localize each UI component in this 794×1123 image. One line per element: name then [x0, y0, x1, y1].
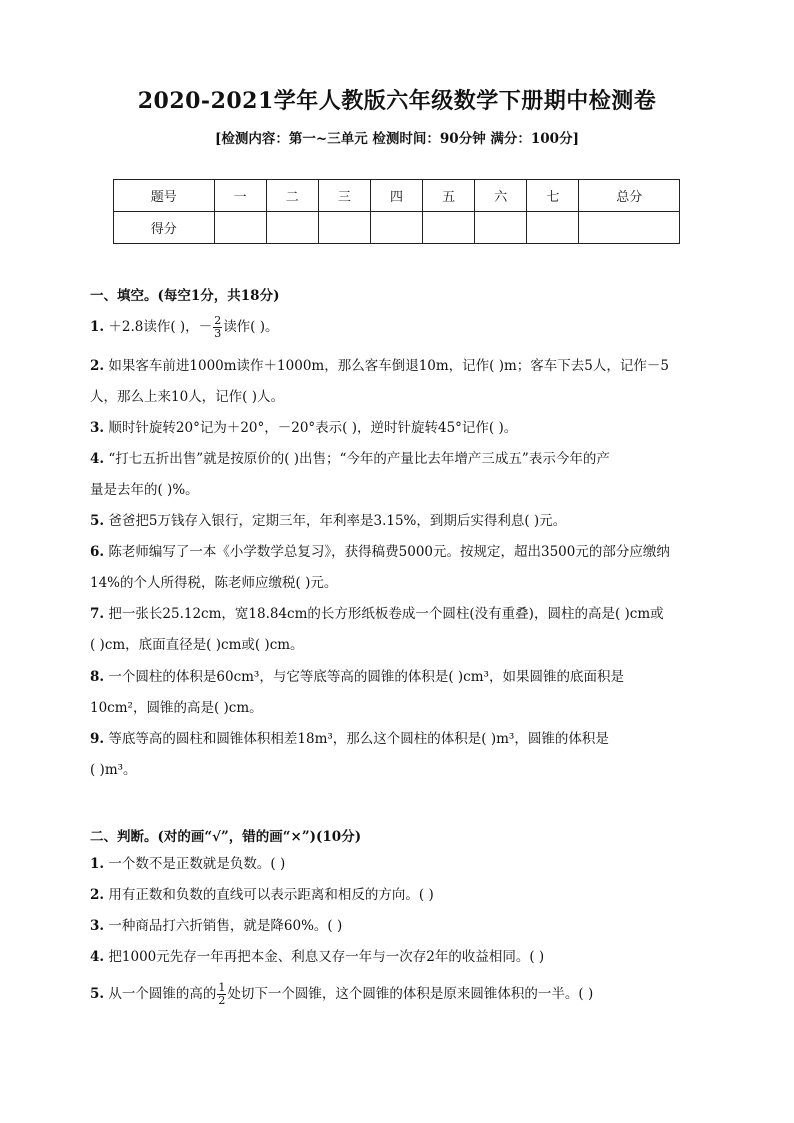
fraction: $\frac{2}{3}$ — [214, 314, 222, 340]
score-table-score-row — [114, 212, 680, 244]
question-1-2: 2. 如果客车前进1000m读作＋1000m，那么客车倒退10m，记作( )m；客车下去5人，记作－5 人，那么上来10人，记作( )人。 — [90, 358, 669, 405]
score-cell-header: 题号 — [114, 180, 215, 212]
score-cell-header: 五 — [423, 180, 475, 212]
fraction: $\frac{1}{2}$ — [218, 981, 226, 1007]
question-1-8: 8. 一个圆柱的体积是60cm³，与它等底等高的圆锥的体积是( )cm³，如果圆锥的底面积是 10cm²，圆锥的高是( )cm。 — [90, 669, 624, 716]
score-cell-header: 六 — [475, 180, 527, 212]
score-row-label: 得分 — [114, 212, 215, 244]
score-table — [113, 179, 680, 244]
question-2-5: 5. 从一个圆锥的高的 $\frac{1}{2}$ 处切下一个圆锥，这个圆锥的体积是原来圆锥体积的一半。( ) — [90, 981, 594, 1007]
question-1-6: 6. 陈老师编写了一本《小学数学总复习》，获得稿费5000元。按规定，超出3500元的部分应缴纳 14%的个人所得税，陈老师应缴税( )元。 — [90, 544, 670, 591]
question-2-4: 4. 把1000元先存一年再把本金、利息又存一年与一次存2年的收益相同。( ) — [90, 949, 545, 965]
question-2-2: 2. 用有正数和负数的直线可以表示距离和相反的方向。( ) — [90, 887, 434, 903]
score-input-cell[interactable] — [214, 212, 266, 244]
score-cell-header: 总分 — [579, 180, 680, 212]
exam-title: 2020-2021学年人教版六年级数学下册期中检测卷 — [137, 88, 657, 114]
score-cell-header: 一 — [214, 180, 266, 212]
score-input-cell[interactable] — [266, 212, 318, 244]
score-input-cell[interactable] — [318, 212, 370, 244]
score-input-cell[interactable] — [370, 212, 422, 244]
score-cell-header: 七 — [527, 180, 579, 212]
score-cell-header: 四 — [370, 180, 422, 212]
question-2-3: 3. 一种商品打六折销售，就是降60%。( ) — [90, 918, 343, 934]
exam-subtitle: [检测内容：第一~三单元 检测时间：90分钟 满分：100分] — [215, 131, 579, 147]
question-1-3: 3. 顺时针旋转20°记为＋20°，－20°表示( )，逆时针旋转45°记作( )。 — [90, 420, 518, 436]
score-input-cell[interactable] — [527, 212, 579, 244]
score-cell-header: 二 — [266, 180, 318, 212]
score-input-cell[interactable] — [423, 212, 475, 244]
score-cell-header: 三 — [318, 180, 370, 212]
score-input-cell[interactable] — [579, 212, 680, 244]
question-2-1: 1. 一个数不是正数就是负数。( ) — [90, 856, 286, 872]
question-1-4: 4. “打七五折出售”就是按原价的( )出售；“今年的产量比去年增产三成五”表示今年的产 量是去年的( )%。 — [90, 451, 610, 498]
question-1-5: 5. 爸爸把5万钱存入银行，定期三年，年利率是3.15%，到期后实得利息( )元。 — [90, 513, 567, 529]
question-1-9: 9. 等底等高的圆柱和圆锥体积相差18m³，那么这个圆柱的体积是( )m³，圆锥的体积是 ( )m³。 — [90, 731, 609, 778]
question-1-7: 7. 把一张长25.12cm，宽18.84cm的长方形纸板卷成一个圆柱(没有重叠)，圆柱的高是( )cm或 ( )cm，底面直径是( )cm或( )cm。 — [90, 606, 664, 653]
score-table-header-row — [114, 180, 680, 212]
section-1-heading: 一、填空。(每空1分，共18分) — [90, 288, 280, 304]
question-1-1: 1. ＋2.8读作( )，－ $\frac{2}{3}$ 读作( )。 — [90, 314, 279, 340]
score-input-cell[interactable] — [475, 212, 527, 244]
section-2-heading: 二、判断。(对的画“√”，错的画“×”)(10分) — [90, 829, 362, 845]
